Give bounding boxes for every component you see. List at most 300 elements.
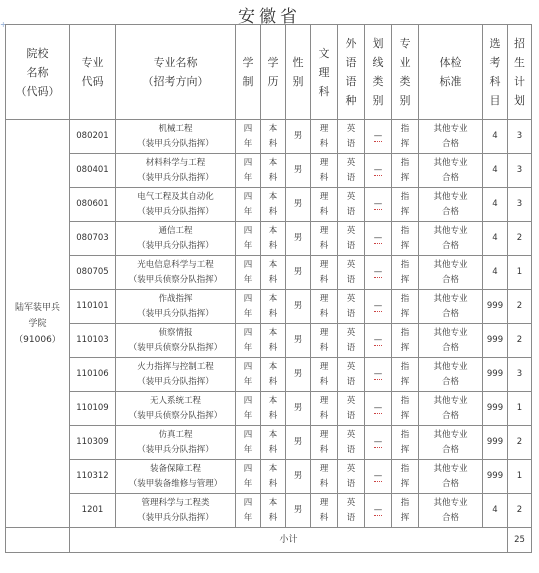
major-type-char: 指 <box>400 429 410 440</box>
language-char: 语 <box>346 206 356 217</box>
major-name-cell <box>116 222 236 256</box>
major-type-char: 挥 <box>400 138 410 149</box>
duration-cell <box>236 426 261 460</box>
major-type-char: 指 <box>400 293 410 304</box>
physical-line: 其他专业 <box>433 429 468 440</box>
header-label-line: 代码 <box>81 75 104 88</box>
line-type-dash: — <box>373 369 383 379</box>
duration-char: 年 <box>243 138 253 149</box>
duration-char: 四 <box>243 327 253 338</box>
arts-science-cell <box>311 290 338 324</box>
language-char: 语 <box>346 478 356 489</box>
duration-char: 四 <box>243 361 253 372</box>
duration-char: 四 <box>243 497 253 508</box>
school-name-line: 学院 <box>28 318 47 329</box>
plan-cell: 2 <box>508 494 532 528</box>
gender-cell: 男 <box>286 120 311 154</box>
physical-line: 合格 <box>441 410 459 421</box>
gender-cell: 男 <box>286 154 311 188</box>
table-row <box>6 358 532 392</box>
subjects-cell: 4 <box>483 222 508 256</box>
major-name-cell <box>116 494 236 528</box>
major-name: 电气工程及其自动化 <box>137 191 214 202</box>
physical-line: 合格 <box>441 240 459 251</box>
major-type-cell <box>392 154 419 188</box>
major-type-char: 指 <box>400 225 410 236</box>
degree-cell <box>261 290 286 324</box>
header-label-line: （代码） <box>15 84 60 98</box>
header-label-line: 划 <box>514 94 525 107</box>
language-cell <box>338 154 365 188</box>
major-type-char: 指 <box>400 497 410 508</box>
header-label-line: 生 <box>514 56 525 69</box>
major-direction: （装甲兵分队指挥） <box>137 444 214 455</box>
degree-cell <box>261 154 286 188</box>
language-char: 英 <box>346 429 356 440</box>
line-type-cell <box>365 392 392 426</box>
language-char: 英 <box>346 157 356 168</box>
major-type-cell <box>392 120 419 154</box>
arts-char: 理 <box>319 191 329 202</box>
subjects-cell: 999 <box>483 460 508 494</box>
plan-cell: 1 <box>508 460 532 494</box>
header-label-line: 考 <box>489 56 501 69</box>
duration-char: 年 <box>243 376 253 387</box>
language-char: 英 <box>346 463 356 474</box>
table-row <box>6 392 532 426</box>
gender-cell: 男 <box>286 324 311 358</box>
arts-char: 理 <box>319 225 329 236</box>
duration-char: 四 <box>243 157 253 168</box>
major-name: 仿真工程 <box>158 429 193 440</box>
header-line-type <box>365 25 392 120</box>
header-degree <box>261 25 286 120</box>
table-body <box>6 120 532 553</box>
header-label-line: 语 <box>345 56 357 69</box>
plan-cell: 3 <box>508 154 532 188</box>
arts-science-cell <box>311 188 338 222</box>
line-type-dash: — <box>373 335 383 345</box>
physical-cell <box>419 222 483 256</box>
major-name: 通信工程 <box>158 225 193 236</box>
line-type-cell <box>365 290 392 324</box>
major-type-cell <box>392 290 419 324</box>
arts-char: 理 <box>319 123 329 134</box>
major-type-char: 指 <box>400 259 410 270</box>
duration-char: 年 <box>243 342 253 353</box>
header-label-line: 历 <box>267 75 279 88</box>
table-row <box>6 256 532 290</box>
language-char: 语 <box>346 410 356 421</box>
major-name-cell <box>116 120 236 154</box>
major-name: 材料科学与工程 <box>145 157 206 168</box>
major-type-char: 指 <box>400 191 410 202</box>
gender-cell: 男 <box>286 494 311 528</box>
line-type-cell <box>365 494 392 528</box>
header-duration <box>236 25 261 120</box>
language-char: 语 <box>346 444 356 455</box>
language-char: 语 <box>346 376 356 387</box>
duration-cell <box>236 154 261 188</box>
physical-line: 合格 <box>441 444 459 455</box>
major-type-char: 指 <box>400 157 410 168</box>
major-name-cell <box>116 460 236 494</box>
header-label-line: 文 <box>318 46 330 60</box>
header-gender <box>286 25 311 120</box>
physical-line: 其他专业 <box>433 361 468 372</box>
major-type-cell <box>392 460 419 494</box>
degree-cell <box>261 460 286 494</box>
total-row <box>6 528 532 553</box>
plan-cell: 2 <box>508 290 532 324</box>
plan-cell: 1 <box>508 392 532 426</box>
subjects-cell: 999 <box>483 426 508 460</box>
plan-cell: 1 <box>508 256 532 290</box>
duration-cell <box>236 392 261 426</box>
line-type-dash: — <box>373 403 383 413</box>
major-name-cell <box>116 324 236 358</box>
duration-char: 四 <box>243 123 253 134</box>
major-type-char: 挥 <box>400 172 410 183</box>
duration-char: 四 <box>243 259 253 270</box>
table-row <box>6 188 532 222</box>
degree-char: 本 <box>268 497 278 508</box>
header-major-type <box>392 25 419 120</box>
degree-char: 科 <box>268 512 278 523</box>
duration-char: 年 <box>243 478 253 489</box>
table-row <box>6 324 532 358</box>
degree-cell <box>261 392 286 426</box>
line-type-dash: — <box>373 165 383 175</box>
major-name: 无人系统工程 <box>149 395 201 406</box>
language-char: 英 <box>346 259 356 270</box>
table-row <box>6 222 532 256</box>
degree-cell <box>261 188 286 222</box>
total-blank-cell <box>6 528 70 553</box>
major-name: 光电信息科学与工程 <box>137 259 214 270</box>
language-char: 英 <box>346 395 356 406</box>
total-label: 小计 <box>70 528 508 553</box>
gender-cell: 男 <box>286 222 311 256</box>
header-label-line: 性 <box>292 56 304 69</box>
table-row <box>6 120 532 154</box>
arts-science-cell <box>311 494 338 528</box>
physical-line: 其他专业 <box>433 497 468 508</box>
major-type-char: 挥 <box>400 512 410 523</box>
major-direction: （装甲兵侦察分队指挥） <box>128 274 223 285</box>
arts-char: 理 <box>319 259 329 270</box>
physical-cell <box>419 358 483 392</box>
physical-line: 其他专业 <box>433 395 468 406</box>
plan-cell: 3 <box>508 120 532 154</box>
major-type-cell <box>392 392 419 426</box>
language-cell <box>338 290 365 324</box>
arts-char: 科 <box>319 172 329 183</box>
header-school <box>6 25 70 120</box>
major-type-char: 挥 <box>400 376 410 387</box>
page-title: 安徽省 <box>238 7 301 27</box>
physical-cell <box>419 426 483 460</box>
arts-science-cell <box>311 426 338 460</box>
table-row <box>6 426 532 460</box>
physical-cell <box>419 154 483 188</box>
header-label-line: 制 <box>242 75 254 88</box>
duration-cell <box>236 256 261 290</box>
degree-char: 科 <box>268 376 278 387</box>
physical-cell <box>419 188 483 222</box>
header-label-line: 别 <box>292 75 304 88</box>
degree-cell <box>261 426 286 460</box>
duration-char: 年 <box>243 172 253 183</box>
subjects-cell: 999 <box>483 392 508 426</box>
line-type-dash: — <box>373 437 383 447</box>
header-subjects <box>483 25 508 120</box>
major-type-char: 挥 <box>400 444 410 455</box>
physical-cell <box>419 256 483 290</box>
duration-char: 四 <box>243 395 253 406</box>
physical-line: 其他专业 <box>433 293 468 304</box>
physical-line: 其他专业 <box>433 463 468 474</box>
line-type-cell <box>365 188 392 222</box>
degree-char: 科 <box>268 444 278 455</box>
major-name: 机械工程 <box>158 123 193 134</box>
major-direction: （装甲兵分队指挥） <box>137 376 214 387</box>
physical-line: 合格 <box>441 274 459 285</box>
gender-cell: 男 <box>286 188 311 222</box>
header-label-line: 学 <box>242 56 254 69</box>
major-name-cell <box>116 392 236 426</box>
language-char: 英 <box>346 361 356 372</box>
duration-cell <box>236 358 261 392</box>
major-type-char: 挥 <box>400 274 410 285</box>
line-type-cell <box>365 358 392 392</box>
degree-char: 科 <box>268 410 278 421</box>
language-char: 英 <box>346 191 356 202</box>
gender-cell: 男 <box>286 256 311 290</box>
major-type-char: 挥 <box>400 410 410 421</box>
major-direction: （装甲兵分队指挥） <box>137 206 214 217</box>
major-type-cell <box>392 494 419 528</box>
header-label-line: 科 <box>489 75 501 88</box>
degree-cell <box>261 222 286 256</box>
arts-science-cell <box>311 392 338 426</box>
duration-cell <box>236 494 261 528</box>
degree-cell <box>261 256 286 290</box>
line-type-dash: — <box>373 471 383 481</box>
major-type-char: 挥 <box>400 240 410 251</box>
major-code-cell: 110101 <box>70 290 116 324</box>
degree-char: 本 <box>268 395 278 406</box>
duration-cell <box>236 460 261 494</box>
line-type-cell <box>365 426 392 460</box>
major-name: 作战指挥 <box>158 293 193 304</box>
major-code-cell: 080705 <box>70 256 116 290</box>
arts-char: 理 <box>319 429 329 440</box>
language-char: 英 <box>346 123 356 134</box>
school-cell <box>6 120 70 528</box>
physical-line: 其他专业 <box>433 259 468 270</box>
duration-char: 年 <box>243 308 253 319</box>
arts-char: 理 <box>319 361 329 372</box>
degree-char: 本 <box>268 157 278 168</box>
language-char: 语 <box>346 512 356 523</box>
duration-char: 年 <box>243 206 253 217</box>
major-direction: （装甲兵分队指挥） <box>137 138 214 149</box>
major-direction: （装甲兵分队指挥） <box>137 308 214 319</box>
degree-cell <box>261 358 286 392</box>
physical-line: 合格 <box>441 138 459 149</box>
major-type-cell <box>392 358 419 392</box>
major-code-cell: 080201 <box>70 120 116 154</box>
header-label-line: 目 <box>489 94 501 107</box>
degree-char: 本 <box>268 327 278 338</box>
duration-char: 四 <box>243 463 253 474</box>
plan-cell: 2 <box>508 222 532 256</box>
duration-cell <box>236 290 261 324</box>
subjects-cell: 4 <box>483 188 508 222</box>
physical-cell <box>419 120 483 154</box>
line-type-cell <box>365 256 392 290</box>
major-type-char: 挥 <box>400 342 410 353</box>
header-major-code <box>70 25 116 120</box>
physical-line: 其他专业 <box>433 157 468 168</box>
arts-char: 科 <box>319 512 329 523</box>
header-label-line: 专业名称 <box>153 56 198 69</box>
header-label-line: 划 <box>372 37 384 50</box>
degree-char: 科 <box>268 206 278 217</box>
major-name-cell <box>116 358 236 392</box>
degree-char: 科 <box>268 478 278 489</box>
arts-char: 科 <box>319 240 329 251</box>
header-label-line: 种 <box>345 94 357 107</box>
major-code-cell: 110312 <box>70 460 116 494</box>
arts-char: 科 <box>319 478 329 489</box>
line-type-dash: — <box>373 131 383 141</box>
school-code: （91006） <box>14 334 61 345</box>
arts-science-cell <box>311 358 338 392</box>
header-label-line: 别 <box>399 94 411 107</box>
physical-line: 其他专业 <box>433 327 468 338</box>
major-code-cell: 110309 <box>70 426 116 460</box>
major-type-cell <box>392 324 419 358</box>
arts-char: 科 <box>319 342 329 353</box>
duration-cell <box>236 324 261 358</box>
physical-cell <box>419 290 483 324</box>
language-cell <box>338 188 365 222</box>
degree-char: 本 <box>268 429 278 440</box>
duration-char: 年 <box>243 410 253 421</box>
major-name-cell <box>116 426 236 460</box>
language-char: 语 <box>346 274 356 285</box>
duration-char: 四 <box>243 225 253 236</box>
major-direction: （装甲装备维修与管理） <box>128 478 223 489</box>
major-code-cell: 080601 <box>70 188 116 222</box>
gender-cell: 男 <box>286 460 311 494</box>
physical-line: 其他专业 <box>433 123 468 134</box>
school-name-line: 陆军装甲兵 <box>14 302 60 313</box>
line-type-dash: — <box>373 301 383 311</box>
degree-cell <box>261 120 286 154</box>
major-type-char: 指 <box>400 327 410 338</box>
header-label-line: 业 <box>399 56 411 69</box>
major-name: 管理科学与工程类 <box>141 497 210 508</box>
gender-cell: 男 <box>286 392 311 426</box>
header-arts-science <box>311 25 338 120</box>
duration-char: 四 <box>243 191 253 202</box>
header-label-line: 外 <box>345 37 357 50</box>
header-label-line: 语 <box>345 75 357 88</box>
major-code-cell: 080401 <box>70 154 116 188</box>
header-label-line: （招考方向） <box>142 75 209 88</box>
duration-cell <box>236 188 261 222</box>
table-row <box>6 154 532 188</box>
major-direction: （装甲兵侦察分队指挥） <box>128 342 223 353</box>
major-type-char: 挥 <box>400 308 410 319</box>
degree-char: 本 <box>268 361 278 372</box>
arts-science-cell <box>311 460 338 494</box>
header-label-line: 招 <box>514 37 525 50</box>
header-label-line: 专 <box>399 37 411 50</box>
language-char: 英 <box>346 497 356 508</box>
language-cell <box>338 256 365 290</box>
physical-line: 合格 <box>441 376 459 387</box>
major-code-cell: 080703 <box>70 222 116 256</box>
language-char: 语 <box>346 342 356 353</box>
subjects-cell: 999 <box>483 358 508 392</box>
header-label-line: 别 <box>372 94 384 107</box>
degree-char: 科 <box>268 342 278 353</box>
physical-line: 合格 <box>441 478 459 489</box>
degree-char: 本 <box>268 191 278 202</box>
arts-char: 理 <box>319 157 329 168</box>
major-direction: （装甲兵分队指挥） <box>137 172 214 183</box>
header-foreign-language <box>338 25 365 120</box>
admission-plan-table <box>5 24 532 553</box>
header-label-line: 科 <box>318 84 330 98</box>
line-type-cell <box>365 120 392 154</box>
header-physical-standard <box>419 25 483 120</box>
header-label-line: 体检 <box>439 56 462 69</box>
table-row <box>6 290 532 324</box>
arts-char: 科 <box>319 308 329 319</box>
language-cell <box>338 494 365 528</box>
major-type-cell <box>392 222 419 256</box>
arts-char: 科 <box>319 206 329 217</box>
physical-line: 其他专业 <box>433 225 468 236</box>
header-label-line: 名称 <box>26 65 49 79</box>
subjects-cell: 4 <box>483 256 508 290</box>
language-char: 语 <box>346 240 356 251</box>
plan-cell: 2 <box>508 426 532 460</box>
physical-line: 合格 <box>441 308 459 319</box>
physical-cell <box>419 494 483 528</box>
physical-line: 其他专业 <box>433 191 468 202</box>
duration-char: 四 <box>243 293 253 304</box>
header-major-name <box>116 25 236 120</box>
major-name: 装备保障工程 <box>149 463 201 474</box>
major-direction: （装甲兵分队指挥） <box>137 512 214 523</box>
table-row <box>6 494 532 528</box>
language-cell <box>338 358 365 392</box>
header-row <box>6 25 532 120</box>
major-direction: （装甲兵分队指挥） <box>137 240 214 251</box>
arts-char: 理 <box>319 293 329 304</box>
major-type-char: 指 <box>400 361 410 372</box>
subjects-cell: 4 <box>483 154 508 188</box>
major-type-cell <box>392 426 419 460</box>
total-value: 25 <box>508 528 532 553</box>
header-label-line: 线 <box>372 56 384 69</box>
